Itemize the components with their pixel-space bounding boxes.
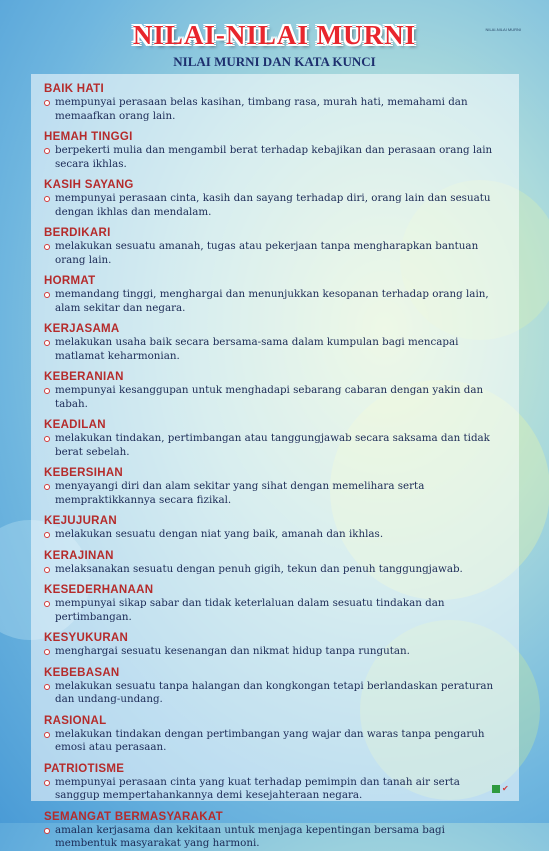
value-description-text: mempunyai perasaan cinta, kasih dan sayang terhadap diri, orang lain dan sesuatu dengan ikhlas dan mendalam. [55,192,491,218]
value-entry [44,370,505,411]
ring-bullet-icon [44,532,50,538]
value-description-text: mempunyai kesanggupan untuk menghadapi sebarang cabaran dengan yakin dan tabah. [55,384,484,410]
value-description [44,645,505,659]
value-description-text: melakukan usaha baik secara bersama-sama dalam kumpulan bagi mencapai matlamat keharmonian. [55,336,459,362]
value-entry [44,130,505,171]
value-term: KEBERANIAN [44,371,124,383]
value-description-text: mempunyai perasaan belas kasihan, timbang rasa, murah hati, memahami dan memaafkan orang lain. [55,96,468,122]
ring-bullet-icon [44,244,50,250]
value-term: KEBERSIHAN [44,467,124,479]
value-description [44,563,505,577]
value-term: SEMANGAT BERMASYARAKAT [44,810,223,823]
value-entry [44,714,505,755]
value-description-text: melakukan tindakan, pertimbangan atau tanggungjawab secara saksama dan tidak berat sebelah. [55,432,490,458]
value-entry [44,549,505,577]
value-entry [44,666,505,707]
value-description-text: menghargai sesuatu kesenangan dan nikmat hidup tanpa rungutan. [55,645,410,657]
ring-bullet-icon [44,649,50,655]
value-description [44,192,505,219]
corner-code: NILAI-NILAI MURNI [485,27,521,32]
value-description [44,384,505,411]
value-entry [44,466,505,507]
value-entry [44,631,505,659]
value-description-text: amalan kerjasama dan kekitaan untuk menjaga kepentingan bersama bagi membentuk masyarakat yang harmoni. [55,823,445,849]
value-term: KESYUKURAN [44,632,129,644]
value-description-text: mempunyai perasaan cinta yang kuat terhadap pemimpin dan tanah air serta sanggup mempertahankannya demi kesejahteraan negara. [55,775,460,801]
value-description-text: melaksanakan sesuatu dengan penuh gigih, tekun dan penuh tanggungjawab. [55,562,463,575]
publisher-logo-icon: ✔ [492,784,514,794]
value-entry [44,82,505,123]
value-description [44,144,505,171]
value-description-text: mempunyai sikap sabar dan tidak keterlaluan dalam sesuatu tindakan dan pertimbangan. [55,597,445,623]
ring-bullet-icon [44,196,50,202]
ring-bullet-icon [44,780,50,786]
value-term: BAIK HATI [44,83,104,95]
value-term: PATRIOTISME [44,762,125,775]
value-description [44,528,505,542]
value-description [44,597,505,624]
value-entry [44,514,505,542]
value-description [44,824,505,851]
value-term: HORMAT [44,275,96,287]
ring-bullet-icon [44,340,50,346]
value-term: KASIH SAYANG [44,179,134,191]
ring-bullet-icon [44,436,50,442]
value-description [44,480,505,507]
value-description-text: melakukan tindakan dengan pertimbangan yang wajar dan waras tanpa pengaruh emosi atau perasaan. [55,727,485,753]
value-entry [44,810,505,851]
ring-bullet-icon [44,828,50,834]
value-description [44,680,505,707]
content-panel [31,74,519,849]
value-description [44,776,505,803]
ring-bullet-icon [44,732,50,738]
value-term: RASIONAL [44,714,107,727]
value-entry [44,274,505,315]
value-description [44,336,505,363]
value-description [44,288,505,315]
value-term: KEADILAN [44,419,106,431]
value-description [44,96,505,123]
value-term: BERDIKARI [44,227,111,239]
ring-bullet-icon [44,292,50,298]
value-entry [44,762,505,803]
ring-bullet-icon [44,684,50,690]
ring-bullet-icon [44,567,50,573]
value-description-text: melakukan sesuatu dengan niat yang baik, amanah dan ikhlas. [55,528,384,540]
value-description [44,240,505,267]
value-description-text: menyayangi diri dan alam sekitar yang sihat dengan memelihara serta mempraktikkannya secara fizikal. [55,480,425,506]
poster-header [0,0,549,78]
ring-bullet-icon [44,388,50,394]
value-description-text: memandang tinggi, menghargai dan menunjukkan kesopanan terhadap orang lain, alam sekitar dan negara. [55,288,489,314]
value-term: KEJUJURAN [44,515,117,527]
ring-bullet-icon [44,100,50,106]
value-description-text: melakukan sesuatu amanah, tugas atau pekerjaan tanpa mengharapkan bantuan orang lain. [55,240,479,266]
poster-title: NILAI-NILAI MURNI [132,20,417,50]
ring-bullet-icon [44,484,50,490]
value-description [44,728,505,755]
value-description [44,432,505,459]
value-description-text: melakukan sesuatu tanpa halangan dan kongkongan tetapi berlandaskan peraturan dan undang-undang. [55,679,494,705]
value-entry [44,226,505,267]
value-entry [44,322,505,363]
value-term: KEBEBASAN [44,666,120,679]
value-term: KESEDERHANAAN [44,584,154,596]
value-term: KERAJINAN [44,549,114,562]
value-description-text: berpekerti mulia dan mengambil berat terhadap kebajikan dan perasaan orang lain secara ikhlas. [55,144,493,170]
value-entry [44,178,505,219]
value-entry [44,418,505,459]
value-term: HEMAH TINGGI [44,131,133,143]
value-term: KERJASAMA [44,323,120,335]
ring-bullet-icon [44,148,50,154]
ring-bullet-icon [44,601,50,607]
value-entry [44,583,505,624]
poster-subtitle: NILAI MURNI DAN KATA KUNCI [173,54,376,69]
